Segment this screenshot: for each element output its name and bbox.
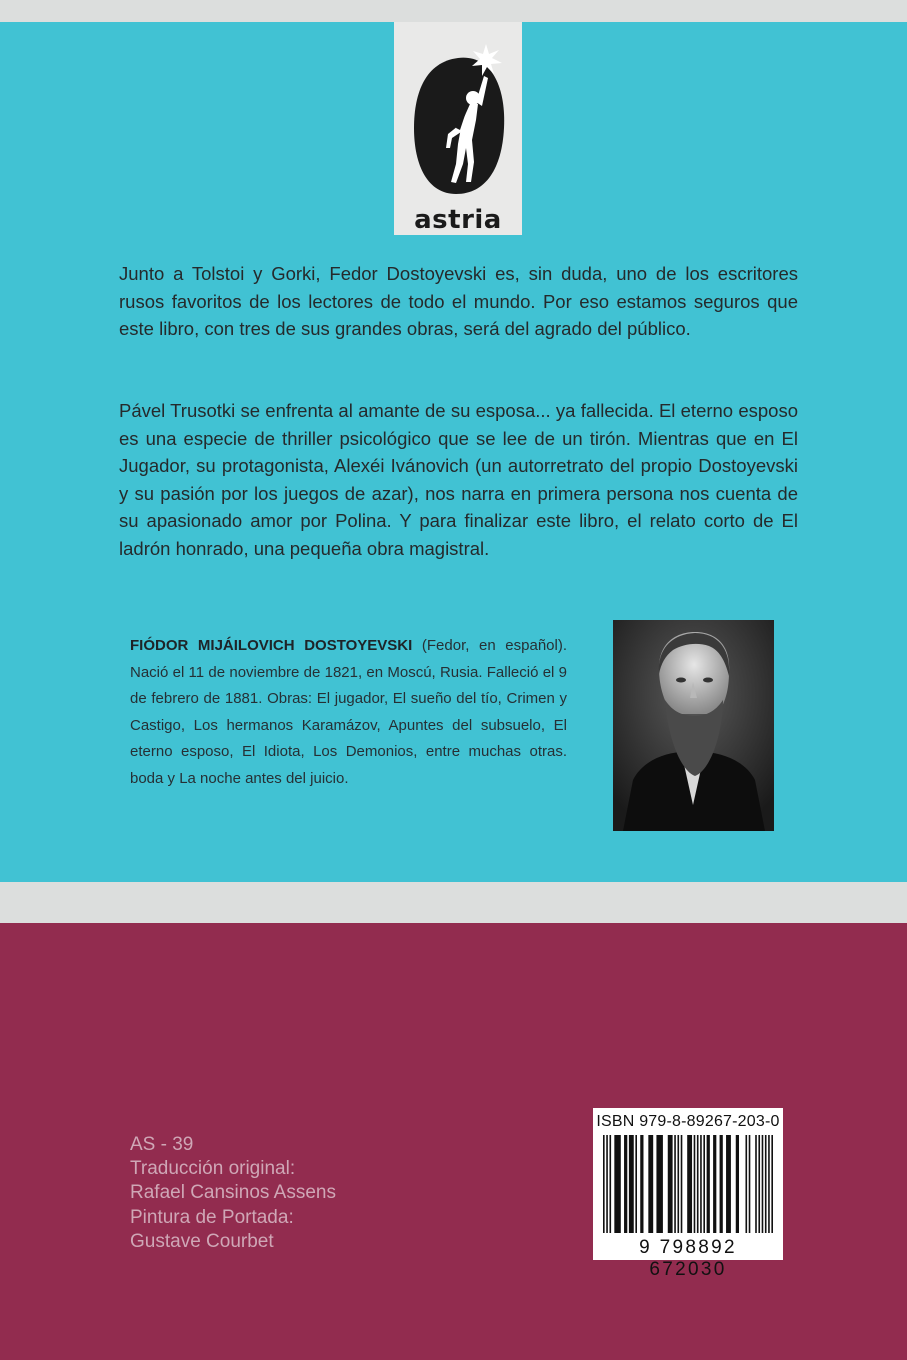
- divider-strip: [0, 882, 907, 923]
- barcode-bar: [674, 1135, 676, 1233]
- barcode-bar: [745, 1135, 747, 1233]
- barcode-bar: [707, 1135, 710, 1233]
- publisher-wordmark: astria: [414, 205, 502, 235]
- barcode-bar: [755, 1135, 757, 1233]
- barcode-bar: [697, 1135, 699, 1233]
- barcode-bar: [603, 1135, 605, 1233]
- blurb-paragraph-2: Pável Trusotki se enfrenta al amante de su esposa... ya fallecida. El eterno esposo es una especie de thriller psicológico que se lee de un tirón. Mientras que en El Jugador, su protagonista, Alexéi Ivánovich (un autorretrato del propio Dostoyevski y su pasión por los juegos de azar), nos narra en primera persona nos cuenta de su apasionado amor por Polina. Y para finalizar este libro, el relato corto de El ladrón honrado, una pequeña obra magistral.: [119, 400, 798, 559]
- barcode-bar: [640, 1135, 643, 1233]
- barcode-bar: [713, 1135, 716, 1233]
- barcode-bar: [736, 1135, 739, 1233]
- barcode-bar: [694, 1135, 696, 1233]
- author-bio-text: (Fedor, en español). Nació el 11 de noviembre de 1821, en Moscú, Rusia. Falleció el 9 de febrero de 1881. Obras: El jugador, El sueño del tío, Crimen y Castigo, Los hermanos Karamázov, Apuntes del subsuelo, El eterno esposo, El Idiota, Los Demonios, entre muchas otras. boda y La noche antes del juicio.: [130, 637, 568, 787]
- barcode-bars: [599, 1135, 777, 1241]
- author-bio: [130, 633, 567, 792]
- portrait-image: [613, 620, 774, 831]
- cover-label: Pintura de Portada:: [130, 1206, 294, 1228]
- barcode-bar: [609, 1135, 611, 1233]
- barcode-bar: [768, 1135, 770, 1233]
- isbn-barcode: [593, 1108, 783, 1280]
- credits-block: [130, 1133, 336, 1254]
- barcode-bar: [635, 1135, 637, 1233]
- barcode-bar: [758, 1135, 760, 1233]
- publisher-logo: [394, 22, 522, 235]
- barcode-bar: [656, 1135, 662, 1233]
- barcode-bar: [681, 1135, 683, 1233]
- barcode-bar: [687, 1135, 692, 1233]
- barcode-bar: [648, 1135, 653, 1233]
- barcode-bar: [677, 1135, 679, 1233]
- barcode-digits: 9 798892 672030: [639, 1237, 737, 1280]
- barcode-bar: [668, 1135, 673, 1233]
- series-code: AS - 39: [130, 1134, 194, 1155]
- author-name: FIÓDOR MIJÁILOVICH DOSTOYEVSKI: [130, 637, 413, 654]
- barcode-bar: [703, 1135, 705, 1233]
- barcode-bar: [749, 1135, 751, 1233]
- barcode-bar: [624, 1135, 627, 1233]
- barcode-bar: [700, 1135, 702, 1233]
- cover-artist: Gustave Courbet: [130, 1230, 274, 1252]
- blurb-paragraph-1: Junto a Tolstoi y Gorki, Fedor Dostoyevski es, sin duda, uno de los escritores rusos favoritos de los lectores de todo el mundo. Por eso estamos seguros que este libro, con tres de sus grandes obras, será del agrado del público.: [119, 263, 798, 339]
- author-portrait: [613, 620, 774, 831]
- top-strip: [0, 0, 907, 22]
- barcode-bar: [765, 1135, 767, 1233]
- translator-name: Rafael Cansinos Assens: [130, 1182, 336, 1204]
- barcode-bar: [771, 1135, 773, 1233]
- boy-reaching-star-icon: [406, 36, 510, 196]
- isbn-number: ISBN 979-8-89267-203-0: [596, 1113, 780, 1130]
- barcode-bar: [614, 1135, 620, 1233]
- barcode-bar: [720, 1135, 723, 1233]
- barcode-bar: [606, 1135, 608, 1233]
- barcode-bar: [629, 1135, 634, 1233]
- translation-label: Traducción original:: [130, 1158, 296, 1180]
- barcode-bar: [762, 1135, 764, 1233]
- barcode-bar: [726, 1135, 731, 1233]
